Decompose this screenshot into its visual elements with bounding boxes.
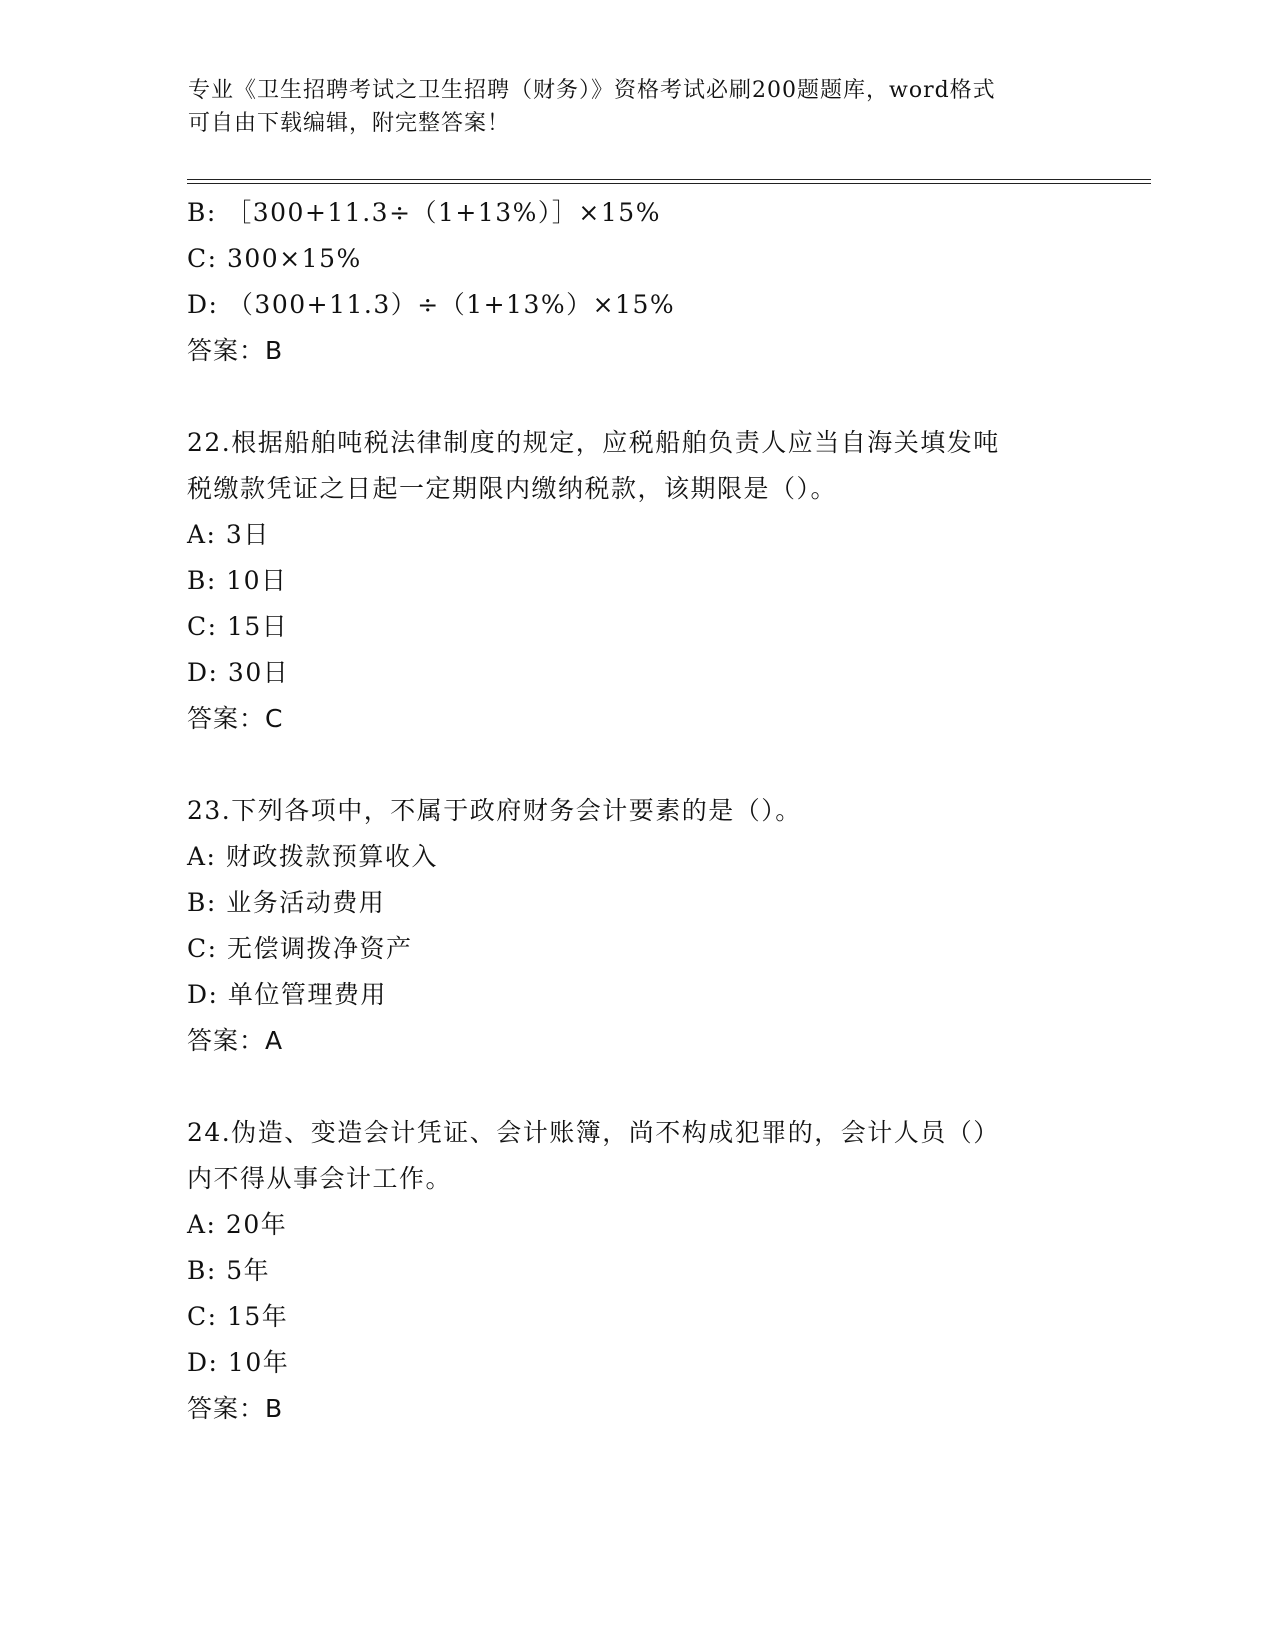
option-d: D: 30日 <box>187 658 290 687</box>
question-text-line-1: 23.下列各项中，不属于政府财务会计要素的是（）。 <box>187 796 802 825</box>
option-a: A: 20年 <box>187 1210 288 1239</box>
option-d: D: 单位管理费用 <box>187 980 387 1009</box>
question-22 <box>187 420 1087 742</box>
question-text-line-1: 24.伪造、变造会计凭证、会计账簿，尚不构成犯罪的，会计人员（） <box>187 1118 1000 1147</box>
option-b: B: 10日 <box>187 566 288 595</box>
header-line-2: 可自由下载编辑，附完整答案！ <box>188 111 511 136</box>
option-c: C: 无偿调拨净资产 <box>187 934 413 963</box>
document-header <box>188 74 1088 140</box>
option-d: D: （300+11.3）÷（1+13%）×15% <box>187 290 676 319</box>
option-b: B: ［300+11.3÷（1+13%）］×15% <box>187 198 661 227</box>
option-b: B: 业务活动费用 <box>187 888 386 917</box>
question-list <box>187 190 1087 1432</box>
option-c: C: 15年 <box>187 1302 289 1331</box>
question-text-line-2: 内不得从事会计工作。 <box>187 1164 453 1193</box>
option-b: B: 5年 <box>187 1256 271 1285</box>
answer: 答案：B <box>187 1394 284 1423</box>
answer: 答案：A <box>187 1026 284 1055</box>
option-a: A: 财政拨款预算收入 <box>187 842 438 871</box>
header-rule-top <box>187 179 1151 180</box>
header-rule-bottom <box>187 183 1151 184</box>
option-c: C: 300×15% <box>187 244 362 273</box>
question-21-continued <box>187 190 1087 374</box>
option-d: D: 10年 <box>187 1348 290 1377</box>
option-a: A: 3日 <box>187 520 270 549</box>
question-24 <box>187 1110 1087 1432</box>
header-line-1: 专业《卫生招聘考试之卫生招聘（财务）》资格考试必刷200题题库，word格式 <box>188 78 996 103</box>
answer: 答案：B <box>187 336 284 365</box>
question-text-line-1: 22.根据船舶吨税法律制度的规定，应税船舶负责人应当自海关填发吨 <box>187 428 1000 457</box>
option-c: C: 15日 <box>187 612 289 641</box>
answer: 答案：C <box>187 704 284 733</box>
question-text-line-2: 税缴款凭证之日起一定期限内缴纳税款，该期限是（）。 <box>187 474 838 503</box>
question-23 <box>187 788 1087 1064</box>
